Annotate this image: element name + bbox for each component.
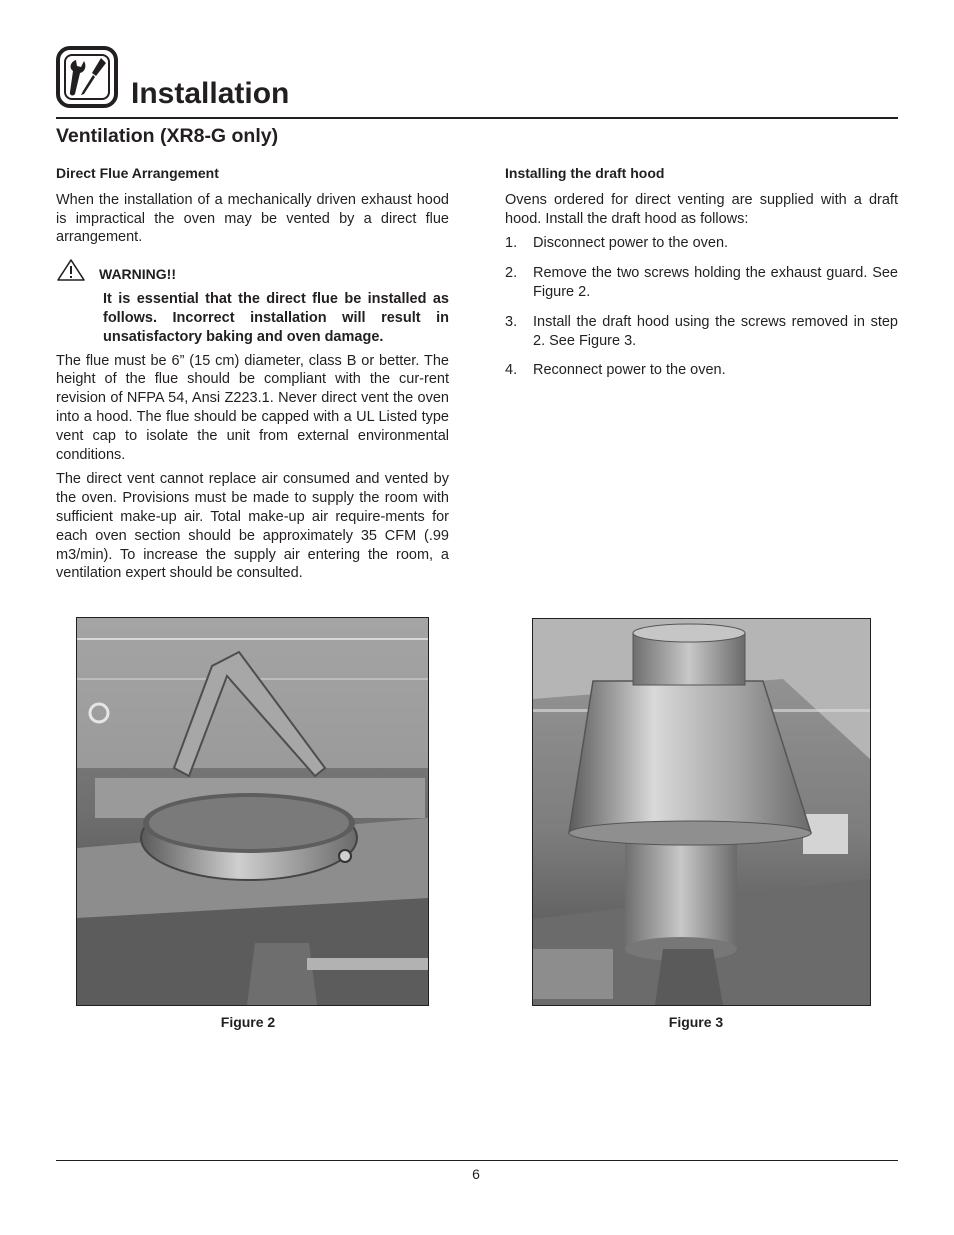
warning-title: WARNING!! (99, 266, 176, 283)
warning-text: It is essential that the direct flue be installed as follows. Incorrect installation will result in unsatisfactory baking and oven damage. (103, 291, 449, 345)
step-text: Remove the two screws holding the exhaust guard. See Figure 2. (533, 265, 898, 300)
figure-2-photo (76, 617, 429, 1006)
left-column (56, 164, 449, 583)
exhaust-guard-photo (77, 618, 428, 1005)
step-item (505, 361, 898, 380)
page-number: 6 (472, 1166, 480, 1182)
figure-2-caption: Figure 2 (220, 1014, 276, 1030)
draft-hood-heading: Installing the draft hood (505, 165, 665, 181)
step-text: Install the draft hood using the screws removed in step 2. See Figure 3. (533, 313, 898, 349)
direct-flue-heading: Direct Flue Arrangement (56, 165, 219, 181)
step-item (505, 313, 898, 351)
warning-triangle-icon (56, 258, 86, 282)
direct-flue-intro: When the installation of a mechanically driven exhaust hood is impractical the oven may be vented by a direct flue arrangement. (56, 191, 449, 246)
footer-divider (56, 1160, 898, 1161)
step-item (505, 264, 898, 302)
draft-hood-photo (533, 619, 870, 1005)
installation-steps (505, 234, 898, 380)
section-title: Ventilation (XR8-G only) (56, 125, 279, 147)
figure-3-photo (532, 618, 871, 1006)
step-number: 1. (505, 235, 518, 252)
figure-3-caption: Figure 3 (668, 1014, 724, 1030)
step-number: 3. (505, 313, 518, 330)
title-divider (56, 117, 898, 119)
step-number: 4. (505, 362, 518, 379)
flue-requirements-paragraph: The flue must be 6” (15 cm) diameter, class B or better. The height of the flue should be compliant with the cur-rent revision of NFPA 54, Ansi Z223.1. Never direct vent the oven into a hood. The flue should be capped with a UL Listed type vent cap to isolate the unit from external environmental conditions. (56, 352, 449, 463)
step-item (505, 234, 898, 253)
step-text: Disconnect power to the oven. (533, 235, 729, 252)
warning-header (56, 258, 449, 282)
wrench-screwdriver-icon (56, 46, 118, 108)
draft-hood-intro: Ovens ordered for direct venting are supplied with a draft hood. Install the draft hood as follows: (505, 191, 898, 227)
step-text: Reconnect power to the oven. (533, 362, 726, 379)
make-up-air-paragraph: The direct vent cannot replace air consumed and vented by the oven. Provisions must be made to supply the room with sufficient make-up air. Total make-up air require-ments for each oven section should be approximately 35 CFM (.99 m3/min). To increase the supply air entering the room, a ventilation expert should be consulted. (56, 471, 449, 582)
step-number: 2. (505, 265, 518, 282)
right-column (505, 164, 898, 391)
page-title: Installation (131, 77, 290, 110)
